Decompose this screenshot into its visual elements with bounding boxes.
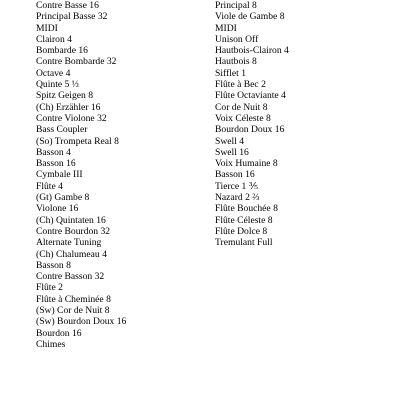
stop-item: Swell 16 [215, 146, 249, 158]
stop-item: Basson 16 [36, 158, 76, 170]
stop-item: Clairon 4 [36, 33, 72, 45]
stop-item: Flûte à Bec 2 [215, 79, 266, 91]
stop-item: Alternate Tuning [36, 237, 102, 249]
stop-item: Cor de Nuit 8 [215, 101, 268, 113]
stop-item: Basson 8 [36, 259, 71, 271]
stop-item: Flûte Dolce 8 [215, 225, 268, 237]
stop-item: Hautbois-Clairon 4 [215, 45, 289, 57]
stop-item: Violone 16 [36, 203, 79, 215]
stop-item: Flûte à Cheminée 8 [36, 293, 111, 305]
stop-item: Chimes [36, 338, 66, 350]
stop-item: Flûte Octaviante 4 [215, 90, 286, 102]
stop-item: Tierce 1 ⅗ [215, 180, 259, 192]
stop-item: Bass Coupler [36, 124, 88, 136]
stop-item: Nazard 2 ⅔ [215, 192, 260, 204]
stop-item: Sifflet 1 [215, 67, 247, 79]
stop-item: MIDI [215, 22, 237, 34]
left-stop-list [36, 0, 126, 350]
stop-item: Unison Off [215, 33, 259, 45]
stop-item: (So) Trompeta Real 8 [36, 135, 119, 147]
stop-item: Contre Bombarde 32 [36, 56, 117, 68]
stop-item: (Ch) Quintaten 16 [36, 214, 106, 226]
stop-item: Viole de Gambe 8 [215, 11, 285, 23]
stop-item: (Sw) Cor de Nuit 8 [36, 305, 110, 317]
stop-item: Voix Humaine 8 [215, 158, 278, 170]
stop-item: Tremulant Full [215, 237, 273, 249]
stop-item: Flûte 4 [36, 180, 63, 192]
stop-item: Flûte 2 [36, 282, 63, 294]
stop-item: (Ch) Chalumeau 4 [36, 248, 107, 260]
stop-item: Spitz Geigen 8 [36, 90, 94, 102]
stop-item: Contre Basse 16 [36, 0, 99, 11]
stop-item: Bourdon 16 [36, 327, 82, 339]
stop-item: Contre Basson 32 [36, 271, 105, 283]
stop-item: (Ch) Erzähler 16 [36, 101, 101, 113]
stop-item: Flûte Céleste 8 [215, 214, 273, 226]
stop-item: (Gt) Gambe 8 [36, 192, 90, 204]
stop-item: Principal 8 [215, 0, 257, 11]
stop-item: (Sw) Bourdon Doux 16 [36, 316, 127, 328]
stop-item: Hautbois 8 [215, 56, 257, 68]
stop-item: Voix Céleste 8 [215, 112, 271, 124]
stop-item: Quinte 5 ⅓ [36, 79, 79, 91]
stop-item: Bourdon Doux 16 [215, 124, 285, 136]
stop-item: Bombarde 16 [36, 45, 88, 57]
right-stop-list [215, 0, 289, 249]
stop-item: Basson 16 [215, 169, 255, 181]
stop-item: Octave 4 [36, 67, 71, 79]
stop-item: Cymbale III [36, 169, 83, 181]
stop-item: MIDI [36, 22, 58, 34]
stop-item: Contre Violone 32 [36, 112, 107, 124]
stop-item: Principal Basse 32 [36, 11, 108, 23]
stop-item: Basson 4 [36, 146, 71, 158]
stop-item: Contre Bourdon 32 [36, 225, 111, 237]
stop-item: Swell 4 [215, 135, 245, 147]
stop-item: Flûte Bouchée 8 [215, 203, 278, 215]
